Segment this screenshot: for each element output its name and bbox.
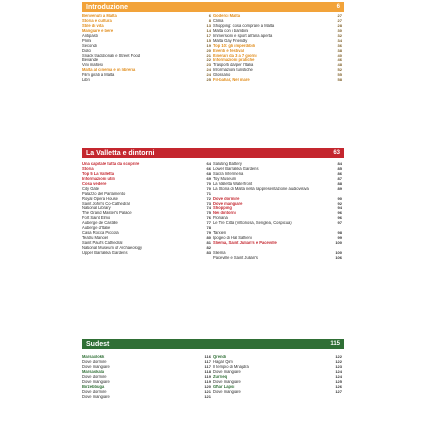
section-body-la-valletta xyxy=(82,162,344,261)
toc-entry-title: Secondi xyxy=(82,43,97,48)
toc-entry-page: 86 xyxy=(337,170,342,176)
toc-entry-title: Vini maltesi xyxy=(82,63,103,68)
toc-entry-page: 34 xyxy=(337,37,342,43)
toc-entry-title: Upper Barrakka Gardens xyxy=(82,250,128,255)
section-title: Introduzione xyxy=(86,3,128,11)
toc-entry-page: 69 xyxy=(206,175,211,181)
toc-entry-page: 48 xyxy=(337,62,342,68)
toc-entry-page: 121 xyxy=(204,393,211,399)
toc-entry-page: 98 xyxy=(337,230,342,236)
toc-entry-page: 122 xyxy=(335,354,342,359)
toc-entry-title: Saint John's Co-Cathedral xyxy=(82,201,130,206)
toc-entry-page: 71 xyxy=(206,190,211,196)
section-header-la-valletta xyxy=(82,148,344,158)
toc-entry-title: Malta al cinema e in libreria xyxy=(82,68,136,73)
toc-entry-title: Casa Rocca Piccola xyxy=(82,231,119,236)
toc-entry-page: 106 xyxy=(335,254,342,260)
toc-entry-title: Malta Gay Friendly xyxy=(213,38,248,43)
toc-entry-title: Lower Barrakka Gardens xyxy=(213,166,259,171)
toc-entry-title: Snack tradizionali e Street Food xyxy=(82,53,141,58)
toc-entry-title: Bevande xyxy=(82,58,99,63)
toc-entry-page: 36 xyxy=(337,42,342,48)
toc-entry-title: Le Tre Città (Vittoriosa, Senglea, Cospicua) xyxy=(213,221,292,226)
toc-right-column xyxy=(213,355,344,399)
toc-entry-title: Sliema, Saint Julian's e Paceville xyxy=(213,241,277,246)
toc-entry-title: Shopping: cosa comprare a Malta xyxy=(213,23,275,28)
toc-entry-title: Żurrieq xyxy=(213,374,228,379)
toc-entry xyxy=(213,390,344,395)
toc-entry-title: Storia xyxy=(82,166,94,171)
toc-entry-title: National Library xyxy=(82,206,111,211)
toc-entry-page: 52 xyxy=(337,67,342,73)
toc-entry-page: 23 xyxy=(206,62,211,68)
toc-entry-title: Saluting Battery xyxy=(213,162,242,166)
toc-entry-page: 100 xyxy=(335,249,342,255)
section-body-sudest xyxy=(82,355,344,399)
toc-entry-page: 92 xyxy=(337,200,342,206)
toc-entry-page: 15 xyxy=(206,37,211,43)
toc-entry-page: 84 xyxy=(337,161,342,166)
toc-entry-page: 88 xyxy=(337,180,342,186)
toc-entry-page: 32 xyxy=(337,32,342,38)
toc-entry-title: Malta con i bambini xyxy=(213,28,249,33)
section-page-number: 63 xyxy=(333,150,340,156)
toc-entry-page: 124 xyxy=(335,368,342,374)
toc-entry-page: 117 xyxy=(204,358,211,364)
toc-entry-title: Saint Paul's Cathedral xyxy=(82,241,123,245)
toc-entry-title: Fort Saint Elmo xyxy=(82,216,111,221)
toc-entry-page: 21 xyxy=(206,52,211,58)
toc-entry-title: Birżebbuġa xyxy=(82,384,105,389)
toc-entry-page: 46 xyxy=(337,57,342,63)
toc-entry-page: 24 xyxy=(206,72,211,78)
toc-entry-title: Marsaskala xyxy=(82,369,105,374)
toc-entry-page: 64 xyxy=(206,161,211,166)
toc-entry-title: Marsaxlokk xyxy=(82,355,105,359)
toc-entry-page: 96 xyxy=(337,210,342,216)
toc-entry-title: Antipasti xyxy=(82,33,98,38)
toc-entry-title: Dove mangiare xyxy=(82,379,110,384)
toc-entry xyxy=(213,256,344,261)
toc-entry-page: 27 xyxy=(337,17,342,23)
toc-entry-title: Nei dintorni xyxy=(213,211,236,216)
toc-entry-page: 30 xyxy=(337,27,342,33)
toc-entry-page: 70 xyxy=(206,180,211,186)
toc-entry-page: 117 xyxy=(204,363,211,369)
toc-entry-page: 125 xyxy=(335,378,342,384)
toc-left-column xyxy=(82,14,213,83)
toc-entry-title: Eventi e festival xyxy=(213,48,244,53)
toc-entry-title: Dove dormire xyxy=(213,196,240,201)
toc-entry-title: Mangiare e bere xyxy=(82,28,114,33)
toc-entry-title: Floriana xyxy=(213,216,228,221)
toc-entry-page: 70 xyxy=(206,185,211,191)
toc-left-column xyxy=(82,162,213,261)
toc-entry-title: Dove mangiare xyxy=(213,201,243,206)
toc-entry-title: Qrendi xyxy=(213,355,227,359)
toc-entry-title: Tarxien xyxy=(213,231,227,236)
toc-entry-page: 119 xyxy=(204,373,211,379)
toc-entry-page: 123 xyxy=(335,363,342,369)
toc-entry-page: 81 xyxy=(206,240,211,245)
toc-entry xyxy=(213,78,344,83)
toc-entry-page: 27 xyxy=(337,13,342,18)
section-body-introduzione xyxy=(82,14,344,83)
toc-entry-title: Informazioni utili xyxy=(82,176,115,181)
toc-entry-page: 28 xyxy=(337,22,342,28)
toc-entry-page: 89 xyxy=(337,185,342,191)
toc-entry-page: 82 xyxy=(206,244,211,250)
toc-entry-page: 100 xyxy=(335,240,342,246)
toc-entry-page: 83 xyxy=(206,249,211,255)
toc-entry xyxy=(213,187,344,197)
toc-entry xyxy=(82,395,213,400)
toc-entry xyxy=(82,251,213,256)
toc-entry-title: Palazzo del Parlamento xyxy=(82,191,126,196)
toc-entry-title: Top 10: gli imperdibili xyxy=(213,43,256,48)
toc-entry-page: 25 xyxy=(206,77,211,83)
toc-entry-page: 20 xyxy=(206,47,211,53)
toc-entry-page: 72 xyxy=(206,195,211,201)
toc-entry-page: 122 xyxy=(335,358,342,364)
toc-entry-page: 8 xyxy=(208,17,211,23)
toc-entry-title: Hagar Qim xyxy=(213,359,233,364)
toc-entry-page: 75 xyxy=(206,210,211,216)
toc-entry-title: Dove mangiare xyxy=(213,379,241,384)
toc-entry-title: La Valletta Waterfront xyxy=(213,181,253,186)
toc-entry-title: Shopping xyxy=(213,206,232,211)
toc-entry-page: 121 xyxy=(204,388,211,394)
toc-entry-page: 19 xyxy=(206,42,211,48)
toc-entry-title: Fil-bahar, Nel mare xyxy=(213,78,250,83)
toc-entry-page: 79 xyxy=(206,230,211,236)
toc-entry-title: Royal Opera House xyxy=(82,196,118,201)
toc-entry-title: Auberge d'Italie xyxy=(82,226,111,231)
toc-entry-page: 68 xyxy=(206,170,211,176)
toc-entry-page: 97 xyxy=(337,220,342,226)
toc-entry-title: Dove dormire xyxy=(82,389,107,394)
toc-entry-title: Clima xyxy=(213,18,224,23)
toc-entry-page: 58 xyxy=(337,77,342,83)
toc-entry-page: 94 xyxy=(337,205,342,211)
toc-entry-title: Stile di vita xyxy=(82,23,104,28)
toc-entry-page: 74 xyxy=(206,205,211,211)
toc-entry-page: 76 xyxy=(206,215,211,221)
toc-entry-page: 38 xyxy=(337,47,342,53)
toc-entry-title: Auberge de Castille xyxy=(82,221,118,226)
toc-entry-title: City Gate xyxy=(82,186,100,191)
toc-entry-title: Primi xyxy=(82,38,92,43)
section-header-introduzione xyxy=(82,2,344,12)
toc-entry-title: Storia e cultura xyxy=(82,18,112,23)
toc-entry-title: Top 5 La Valletta xyxy=(82,171,114,176)
toc-entry-title: Sacra Infermeria xyxy=(213,171,244,176)
toc-entry-title: Cosa vedere xyxy=(82,181,107,186)
toc-entry-page: 85 xyxy=(337,165,342,171)
toc-entry xyxy=(213,221,344,231)
toc-entry-page: 120 xyxy=(204,383,211,389)
toc-entry-page: 40 xyxy=(337,52,342,58)
toc-entry-page: 127 xyxy=(335,388,342,394)
toc-entry-title: Goderci Malta xyxy=(213,14,241,18)
toc-entry-title: Għar Lapsi xyxy=(213,384,235,389)
toc-entry-page: 119 xyxy=(204,378,211,384)
toc-entry xyxy=(82,78,213,83)
toc-entry-title: Toy Museum xyxy=(213,176,237,181)
toc-entry-title: Dove mangiare xyxy=(82,364,110,369)
section-title: La Valletta e dintorni xyxy=(86,149,155,157)
toc-entry-title: Dove mangiare xyxy=(82,394,110,399)
toc-entry-title: Trasporti da/per l'Italia xyxy=(213,63,254,68)
toc-entry-title: The Grand Master's Palace xyxy=(82,211,132,216)
toc-entry-page: 24 xyxy=(206,67,211,73)
toc-entry-page: 78 xyxy=(206,225,211,231)
toc-entry-title: Dove mangiare xyxy=(213,389,241,394)
toc-entry-title: Informazioni pratiche xyxy=(213,58,255,63)
toc-entry-title: Dove dormire xyxy=(82,374,107,379)
toc-entry-title: Immersioni e sport all'aria aperta xyxy=(213,33,273,38)
toc-right-column xyxy=(213,162,344,261)
section-page-number: 6 xyxy=(336,4,340,10)
toc-entry-title: Sliema xyxy=(213,250,226,255)
toc-entry-page: 6 xyxy=(208,13,211,18)
toc-entry-page: 77 xyxy=(206,220,211,226)
toc-entry-title: La Storia di Malta nella rappresentazione audiovisiva xyxy=(213,186,309,191)
toc-entry-title: Il tempio di Mnajdra xyxy=(213,364,249,369)
toc-entry-title: National Museum of Archaeology xyxy=(82,245,143,250)
toc-entry-title: Dolci xyxy=(82,48,92,53)
toc-entry-title: Informazioni turistiche xyxy=(213,68,253,73)
toc-entry-page: 73 xyxy=(206,200,211,206)
toc-entry-page: 14 xyxy=(206,27,211,33)
toc-entry-title: Glossario xyxy=(213,73,231,78)
toc-entry-title: Benvenuti a Malta xyxy=(82,14,117,18)
toc-entry-page: 90 xyxy=(337,195,342,201)
toc-entry-page: 13 xyxy=(206,22,211,28)
toc-entry-title: Paceville e Saint Julian's xyxy=(213,255,258,260)
toc-entry-title: Film girati a Malta xyxy=(82,73,115,78)
section-title: Sudest xyxy=(86,340,110,348)
toc-entry-title: Dove dormire xyxy=(82,359,107,364)
toc-entry-title: Itinerari da 3 a 7 giorni xyxy=(213,53,257,58)
toc-entry-page: 118 xyxy=(204,368,211,374)
toc-right-column xyxy=(213,14,344,83)
toc-entry-title: Dove mangiare xyxy=(213,369,241,374)
toc-entry-page: 55 xyxy=(337,72,342,78)
toc-entry-page: 96 xyxy=(337,215,342,221)
toc-entry-page: 17 xyxy=(206,32,211,38)
toc-entry-title: Libri xyxy=(82,78,90,83)
toc-entry-page: 22 xyxy=(206,57,211,63)
toc-entry-page: 124 xyxy=(335,373,342,379)
toc-entry-page: 66 xyxy=(206,165,211,171)
toc-entry-page: 126 xyxy=(335,383,342,389)
toc-entry-page: 99 xyxy=(337,235,342,241)
toc-entry-title: Ipogeo di Hal Saflieni xyxy=(213,236,252,241)
section-header-sudest xyxy=(82,339,344,349)
toc-left-column xyxy=(82,355,213,399)
toc-entry-page: 87 xyxy=(337,175,342,181)
toc-entry xyxy=(213,241,344,251)
section-page-number: 115 xyxy=(330,341,340,347)
toc-entry-page: 80 xyxy=(206,235,211,241)
toc-entry-title: Teatru Manoel xyxy=(82,236,108,241)
toc-entry-page: 116 xyxy=(204,354,211,359)
toc-entry-title: Una capitale tutta da scoprire xyxy=(82,162,140,166)
